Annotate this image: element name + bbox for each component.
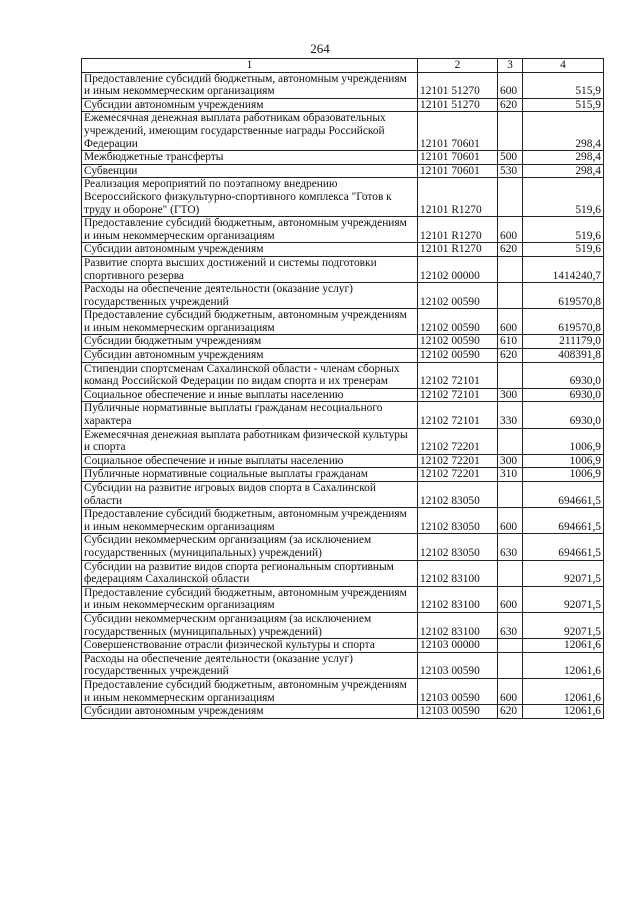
row-expense-type: 630: [498, 534, 523, 560]
row-expense-type: 620: [498, 98, 523, 112]
table-row: [82, 243, 604, 257]
row-expense-type: 600: [498, 217, 523, 243]
row-name: Предоставление субсидий бюджетным, автономным учреждениям и иным некоммерческим организациям: [82, 72, 418, 98]
table-row: [82, 678, 604, 704]
row-amount: 694661,5: [523, 508, 604, 534]
row-name: Ежемесячная денежная выплата работникам образовательных учреждений, имеющим государственные награды Российской Федерации: [82, 112, 418, 151]
row-name: Предоставление субсидий бюджетным, автономным учреждениям и иным некоммерческим организациям: [82, 309, 418, 335]
row-expense-type: 600: [498, 72, 523, 98]
row-amount: 515,9: [523, 72, 604, 98]
row-target-code: 12102 72101: [418, 362, 498, 388]
row-expense-type: 600: [498, 678, 523, 704]
row-name: Предоставление субсидий бюджетным, автономным учреждениям и иным некоммерческим организациям: [82, 678, 418, 704]
row-amount: 211179,0: [523, 335, 604, 349]
row-expense-type: 630: [498, 612, 523, 638]
row-expense-type: 620: [498, 705, 523, 719]
row-expense-type: 600: [498, 508, 523, 534]
row-target-code: 12101 51270: [418, 98, 498, 112]
row-name: Расходы на обеспечение деятельности (оказание услуг) государственных учреждений: [82, 283, 418, 309]
table-row: [82, 335, 604, 349]
table-row: [82, 309, 604, 335]
row-amount: 6930,0: [523, 362, 604, 388]
header-col-3: 3: [498, 59, 523, 73]
row-expense-type: [498, 112, 523, 151]
row-target-code: 12102 72201: [418, 454, 498, 468]
row-target-code: 12102 00000: [418, 256, 498, 282]
table-row: [82, 349, 604, 363]
row-name: Совершенствование отрасли физической культуры и спорта: [82, 639, 418, 653]
row-target-code: 12101 70601: [418, 164, 498, 178]
table-row: [82, 454, 604, 468]
row-amount: 519,6: [523, 178, 604, 217]
table-row: [82, 151, 604, 165]
row-name: Субсидии на развитие игровых видов спорта в Сахалинской области: [82, 482, 418, 508]
row-target-code: 12102 83100: [418, 586, 498, 612]
row-target-code: 12102 00590: [418, 349, 498, 363]
budget-table: [81, 58, 604, 719]
row-amount: 298,4: [523, 112, 604, 151]
row-amount: 619570,8: [523, 309, 604, 335]
row-expense-type: [498, 652, 523, 678]
row-amount: 6930,0: [523, 402, 604, 428]
table-row: [82, 639, 604, 653]
row-amount: 298,4: [523, 164, 604, 178]
table-row: [82, 283, 604, 309]
row-name: Субсидии бюджетным учреждениям: [82, 335, 418, 349]
row-expense-type: 530: [498, 164, 523, 178]
row-target-code: 12102 83050: [418, 534, 498, 560]
row-amount: 92071,5: [523, 612, 604, 638]
row-amount: 515,9: [523, 98, 604, 112]
row-target-code: 12103 00000: [418, 639, 498, 653]
row-name: Ежемесячная денежная выплата работникам физической культуры и спорта: [82, 428, 418, 454]
table-row: [82, 217, 604, 243]
row-amount: 1006,9: [523, 454, 604, 468]
table-row: [82, 586, 604, 612]
row-name: Публичные нормативные социальные выплаты гражданам: [82, 468, 418, 482]
row-expense-type: 500: [498, 151, 523, 165]
table-row: [82, 72, 604, 98]
row-name: Стипендии спортсменам Сахалинской области - членам сборных команд Российской Федерации по видам спорта и их тренерам: [82, 362, 418, 388]
table-row: [82, 468, 604, 482]
row-target-code: 12103 00590: [418, 678, 498, 704]
row-amount: 519,6: [523, 243, 604, 257]
table-row: [82, 508, 604, 534]
row-target-code: 12103 00590: [418, 652, 498, 678]
row-name: Предоставление субсидий бюджетным, автономным учреждениям и иным некоммерческим организациям: [82, 508, 418, 534]
row-expense-type: [498, 178, 523, 217]
table-row: [82, 178, 604, 217]
row-amount: 12061,6: [523, 678, 604, 704]
row-target-code: 12101 51270: [418, 72, 498, 98]
table-row: [82, 534, 604, 560]
row-amount: 519,6: [523, 217, 604, 243]
row-amount: 694661,5: [523, 534, 604, 560]
row-name: Субсидии на развитие видов спорта региональным спортивным федерациям Сахалинской области: [82, 560, 418, 586]
row-expense-type: [498, 560, 523, 586]
row-amount: 1006,9: [523, 468, 604, 482]
header-col-2: 2: [418, 59, 498, 73]
row-target-code: 12102 72201: [418, 428, 498, 454]
row-target-code: 12103 00590: [418, 705, 498, 719]
row-target-code: 12101 R1270: [418, 178, 498, 217]
row-name: Социальное обеспечение и иные выплаты населению: [82, 454, 418, 468]
row-name: Субсидии автономным учреждениям: [82, 349, 418, 363]
row-name: Межбюджетные трансферты: [82, 151, 418, 165]
row-expense-type: 620: [498, 243, 523, 257]
row-target-code: 12102 83050: [418, 508, 498, 534]
row-amount: 6930,0: [523, 388, 604, 402]
row-amount: 12061,6: [523, 652, 604, 678]
row-target-code: 12102 72101: [418, 388, 498, 402]
row-amount: 92071,5: [523, 560, 604, 586]
table-row: [82, 652, 604, 678]
table-row: [82, 164, 604, 178]
row-name: Предоставление субсидий бюджетным, автономным учреждениям и иным некоммерческим организациям: [82, 586, 418, 612]
row-target-code: 12102 83100: [418, 560, 498, 586]
row-expense-type: [498, 482, 523, 508]
row-amount: 12061,6: [523, 705, 604, 719]
table-row: [82, 402, 604, 428]
row-expense-type: [498, 362, 523, 388]
row-expense-type: [498, 283, 523, 309]
table-row: [82, 256, 604, 282]
row-expense-type: [498, 256, 523, 282]
row-expense-type: 300: [498, 388, 523, 402]
table-row: [82, 428, 604, 454]
row-name: Развитие спорта высших достижений и системы подготовки спортивного резерва: [82, 256, 418, 282]
row-amount: 12061,6: [523, 639, 604, 653]
row-target-code: 12102 72201: [418, 468, 498, 482]
row-target-code: 12102 00590: [418, 309, 498, 335]
row-expense-type: 600: [498, 586, 523, 612]
row-target-code: 12102 00590: [418, 283, 498, 309]
row-amount: 694661,5: [523, 482, 604, 508]
row-amount: 408391,8: [523, 349, 604, 363]
row-amount: 298,4: [523, 151, 604, 165]
row-amount: 1006,9: [523, 428, 604, 454]
row-name: Социальное обеспечение и иные выплаты населению: [82, 388, 418, 402]
row-amount: 92071,5: [523, 586, 604, 612]
row-name: Субсидии некоммерческим организациям (за исключением государственных (муниципальных) учреждений): [82, 534, 418, 560]
row-target-code: 12101 70601: [418, 151, 498, 165]
row-target-code: 12102 83050: [418, 482, 498, 508]
row-name: Субсидии автономным учреждениям: [82, 705, 418, 719]
table-row: [82, 112, 604, 151]
row-target-code: 12102 83100: [418, 612, 498, 638]
row-expense-type: 330: [498, 402, 523, 428]
row-target-code: 12102 00590: [418, 335, 498, 349]
row-target-code: 12101 R1270: [418, 217, 498, 243]
row-target-code: 12101 70601: [418, 112, 498, 151]
row-amount: 619570,8: [523, 283, 604, 309]
header-col-4: 4: [523, 59, 604, 73]
row-name: Реализация мероприятий по поэтапному внедрению Всероссийского физкультурно-спортивного комплекса "Готов к труду и обороне" (ГТО): [82, 178, 418, 217]
row-expense-type: 600: [498, 309, 523, 335]
table-body: [82, 72, 604, 718]
row-name: Субсидии автономным учреждениям: [82, 98, 418, 112]
row-name: Субвенции: [82, 164, 418, 178]
row-name: Расходы на обеспечение деятельности (оказание услуг) государственных учреждений: [82, 652, 418, 678]
row-expense-type: [498, 428, 523, 454]
table-row: [82, 388, 604, 402]
table-row: [82, 362, 604, 388]
table-row: [82, 482, 604, 508]
page-number: 264: [310, 41, 330, 56]
table-header-row: [82, 59, 604, 73]
row-name: Субсидии некоммерческим организациям (за исключением государственных (муниципальных) учреждений): [82, 612, 418, 638]
table-row: [82, 705, 604, 719]
row-expense-type: 620: [498, 349, 523, 363]
row-expense-type: [498, 639, 523, 653]
row-name: Субсидии автономным учреждениям: [82, 243, 418, 257]
row-target-code: 12102 72101: [418, 402, 498, 428]
table-row: [82, 98, 604, 112]
row-expense-type: 300: [498, 454, 523, 468]
row-target-code: 12101 R1270: [418, 243, 498, 257]
row-name: Предоставление субсидий бюджетным, автономным учреждениям и иным некоммерческим организациям: [82, 217, 418, 243]
header-col-1: 1: [82, 59, 418, 73]
row-name: Публичные нормативные выплаты гражданам несоциального характера: [82, 402, 418, 428]
row-expense-type: 310: [498, 468, 523, 482]
row-expense-type: 610: [498, 335, 523, 349]
table-row: [82, 612, 604, 638]
table-row: [82, 560, 604, 586]
row-amount: 1414240,7: [523, 256, 604, 282]
